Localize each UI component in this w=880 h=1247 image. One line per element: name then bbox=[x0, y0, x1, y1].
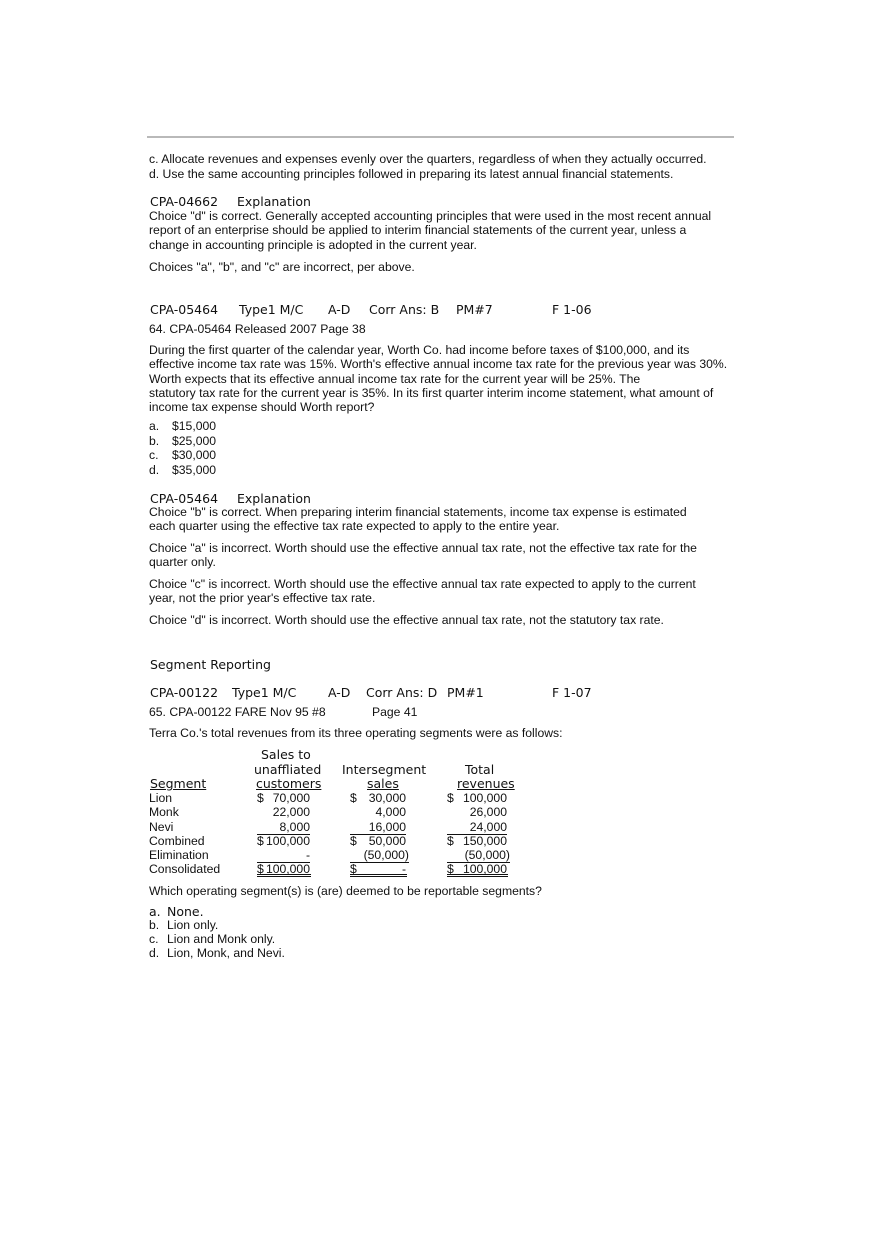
col-header-sales-line1: Sales to bbox=[261, 747, 311, 762]
q65-intro: Terra Co.'s total revenues from its three operating segments were as follows: bbox=[149, 726, 563, 740]
row-combined-inter: 50,000 bbox=[368, 834, 406, 848]
q65-choice-b-text: Lion only. bbox=[167, 918, 219, 932]
row-consolidated-inter-cell bbox=[350, 862, 407, 877]
row-consolidated-total: 100,000 bbox=[462, 862, 507, 876]
row-elimination-segment: Elimination bbox=[149, 848, 209, 862]
row-lion-total-symbol: $ bbox=[447, 791, 454, 805]
row-elimination-inter: (50,000) bbox=[350, 848, 409, 863]
row-nevi-sales: 8,000 bbox=[257, 820, 310, 835]
col-header-segment: Segment bbox=[150, 776, 207, 791]
col-header-inter-line1: Intersegment bbox=[342, 762, 427, 777]
q65-header-range: A-D bbox=[328, 685, 351, 700]
q64-header-range: A-D bbox=[328, 302, 351, 317]
col-header-total-line1: Total bbox=[465, 762, 495, 777]
row-lion-inter-symbol: $ bbox=[350, 791, 357, 805]
row-monk-total: 26,000 bbox=[469, 805, 507, 819]
q64-header-id: CPA-05464 bbox=[150, 302, 219, 317]
row-elimination-total: (50,000) bbox=[447, 848, 510, 863]
q65-choice-a-text: None. bbox=[167, 904, 204, 919]
row-combined-segment: Combined bbox=[149, 834, 205, 848]
q65-header-type: Type1 M/C bbox=[232, 685, 297, 700]
explanation-05464-p2: Choice "a" is incorrect. Worth should use the effective annual tax rate, not the effective tax rate for the quarter only. bbox=[149, 541, 697, 570]
q64-choice-b-text: $25,000 bbox=[172, 434, 217, 448]
q63-choice-d: d. Use the same accounting principles followed in preparing its latest annual financial statements. bbox=[149, 167, 674, 181]
q64-header-pm: PM#7 bbox=[456, 302, 493, 317]
q64-choice-b-letter: b. bbox=[149, 434, 160, 448]
explanation-04662-label: Explanation bbox=[237, 194, 311, 209]
row-lion-sales-symbol: $ bbox=[257, 791, 264, 805]
row-lion-total: 100,000 bbox=[462, 791, 507, 805]
col-header-sales-line2: unaffliated bbox=[254, 762, 322, 777]
q64-choice-c-letter: c. bbox=[149, 448, 159, 462]
row-combined-total-symbol: $ bbox=[447, 834, 454, 848]
row-combined-sales-symbol: $ bbox=[257, 834, 264, 848]
q64-choice-d-text: $35,000 bbox=[172, 463, 217, 477]
q64-source: 64. CPA-05464 Released 2007 Page 38 bbox=[149, 322, 366, 336]
q65-header-pm: PM#1 bbox=[447, 685, 484, 700]
row-consolidated-inter: - bbox=[401, 862, 406, 876]
q65-source: 65. CPA-00122 FARE Nov 95 #8 bbox=[149, 705, 326, 719]
row-consolidated-sales: 100,000 bbox=[265, 862, 310, 876]
row-nevi-total: 24,000 bbox=[447, 820, 507, 835]
row-consolidated-segment: Consolidated bbox=[149, 862, 221, 876]
row-combined-total: 150,000 bbox=[462, 834, 507, 848]
q63-choice-c: c. Allocate revenues and expenses evenly over the quarters, regardless of when they actually occurred. bbox=[149, 152, 707, 166]
col-header-sales-line3: customers bbox=[256, 776, 322, 791]
q65-header-id: CPA-00122 bbox=[150, 685, 219, 700]
q64-choice-a-letter: a. bbox=[149, 419, 160, 433]
q65-choice-d-text: Lion, Monk, and Nevi. bbox=[167, 946, 285, 960]
q65-header-answer: Corr Ans: D bbox=[366, 685, 438, 700]
row-monk-sales: 22,000 bbox=[272, 805, 310, 819]
q65-choice-c-letter: c. bbox=[149, 932, 159, 946]
row-lion-segment: Lion bbox=[149, 791, 173, 805]
q64-choice-d-letter: d. bbox=[149, 463, 160, 477]
explanation-05464-p4: Choice "d" is incorrect. Worth should use the effective annual tax rate, not the statutory tax rate. bbox=[149, 613, 664, 627]
row-consolidated-inter-symbol: $ bbox=[350, 862, 357, 876]
row-consolidated-sales-cell bbox=[257, 862, 311, 877]
row-elimination-sales: - bbox=[257, 848, 310, 863]
explanation-04662-id: CPA-04662 bbox=[150, 194, 219, 209]
q64-header-type: Type1 M/C bbox=[239, 302, 304, 317]
row-monk-inter: 4,000 bbox=[375, 805, 406, 819]
q65-question: Which operating segment(s) is (are) deemed to be reportable segments? bbox=[149, 884, 542, 898]
row-consolidated-total-cell bbox=[447, 862, 508, 877]
row-monk-segment: Monk bbox=[149, 805, 179, 819]
row-lion-inter: 30,000 bbox=[368, 791, 406, 805]
explanation-05464-id: CPA-05464 bbox=[150, 491, 219, 506]
row-nevi-inter: 16,000 bbox=[350, 820, 406, 835]
q65-choice-b-letter: b. bbox=[149, 918, 160, 932]
row-combined-sales: 100,000 bbox=[265, 834, 310, 848]
row-nevi-segment: Nevi bbox=[149, 820, 174, 834]
section-title: Segment Reporting bbox=[150, 657, 271, 672]
q65-choice-c-text: Lion and Monk only. bbox=[167, 932, 276, 946]
q65-header-code: F 1-07 bbox=[552, 685, 592, 700]
q64-choice-c-text: $30,000 bbox=[172, 448, 217, 462]
q64-choice-a-text: $15,000 bbox=[172, 419, 217, 433]
row-consolidated-total-symbol: $ bbox=[447, 862, 454, 876]
q64-header-code: F 1-06 bbox=[552, 302, 592, 317]
q64-stem: During the first quarter of the calendar year, Worth Co. had income before taxes of $100,000, and its effective income tax rate was 15%. Worth's effective annual income tax rate for the previous year was 30%. Worth expects that its effective annual income tax rate for the current year will be 25%. The statutory tax rate for the current year is 35%. In its first quarter interim income statement, what amount of income tax expense should Worth report? bbox=[149, 343, 728, 415]
explanation-05464-p1: Choice "b" is correct. When preparing interim financial statements, income tax expense is estimated each quarter using the effective tax rate expected to apply to the entire year. bbox=[149, 505, 687, 534]
explanation-05464-label: Explanation bbox=[237, 491, 311, 506]
col-header-total-line2: revenues bbox=[457, 776, 515, 791]
row-combined-inter-symbol: $ bbox=[350, 834, 357, 848]
row-lion-sales: 70,000 bbox=[272, 791, 310, 805]
row-consolidated-sales-symbol: $ bbox=[257, 862, 264, 876]
q65-choice-d-letter: d. bbox=[149, 946, 160, 960]
page-top-rule bbox=[147, 136, 734, 138]
q65-choice-a-letter: a. bbox=[149, 904, 161, 919]
explanation-05464-p3: Choice "c" is incorrect. Worth should use the effective annual tax rate expected to apply to the current year, not the prior year's effective tax rate. bbox=[149, 577, 696, 606]
explanation-04662-body: Choice "d" is correct. Generally accepted accounting principles that were used in the most recent annual report of an enterprise should be applied to interim financial statements of the current year, unless a change in accounting principle is adopted in the current year. bbox=[149, 209, 712, 252]
col-header-inter-line2: sales bbox=[367, 776, 399, 791]
explanation-04662-choices-note: Choices "a", "b", and "c" are incorrect, per above. bbox=[149, 260, 415, 274]
q64-header-answer: Corr Ans: B bbox=[369, 302, 440, 317]
q65-page: Page 41 bbox=[372, 705, 418, 719]
